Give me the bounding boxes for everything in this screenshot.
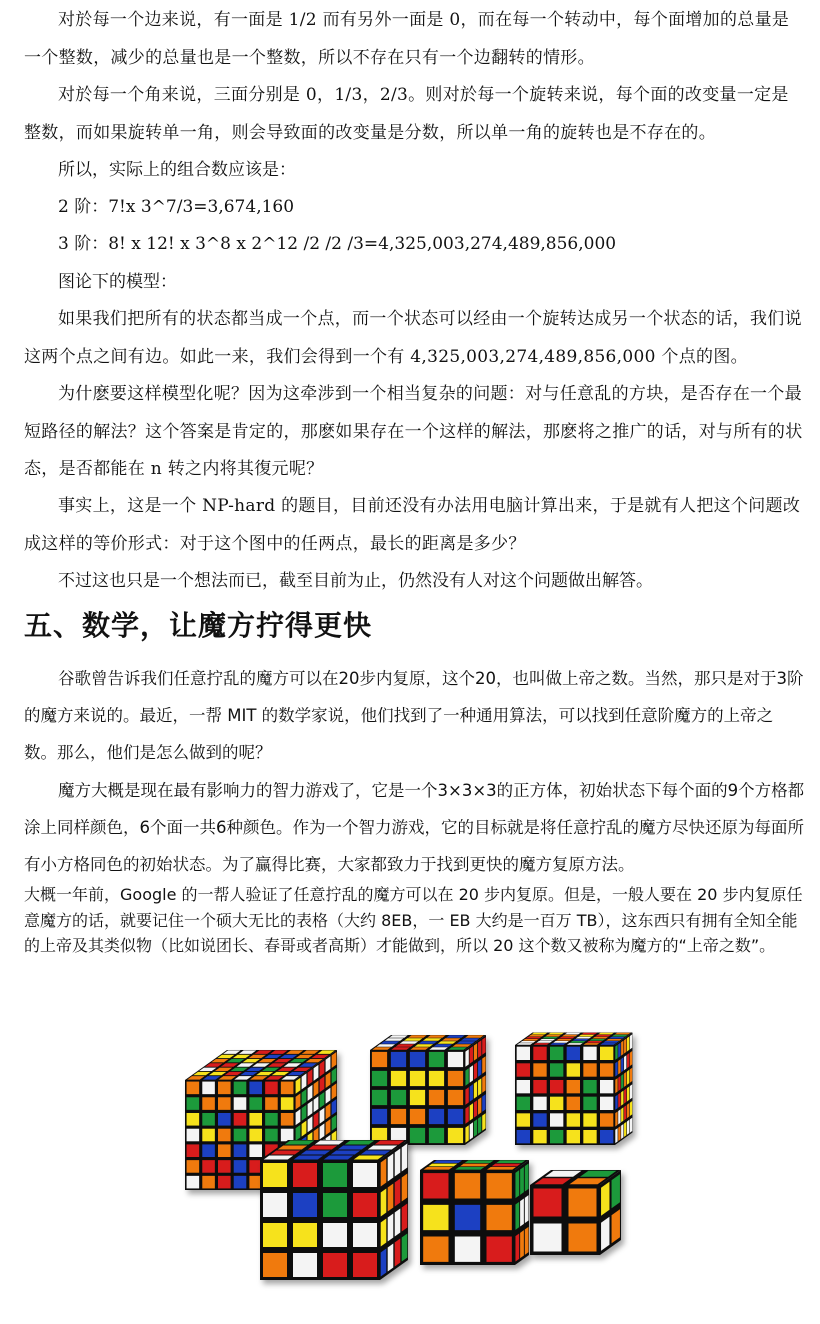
- section-title: 五、数学，让魔方拧得更快: [24, 609, 373, 642]
- paragraph-google-20-moves: 大概一年前，Google 的一帮人验证了任意拧乱的魔方可以在 20 步内复原。但是，一般人要在 20 步内复原任意魔方的话，就要记住一个硕大无比的表格（大约 8EB，一 EB 大约是一百万 TB），这东西只有拥有全知全能的上帝及其类似物（比如说团长、春哥或者高斯）才能做到，所以 20 这个数又被称为魔方的“上帝之数”。: [24, 885, 803, 955]
- paragraph-corner-parity: 对於每一个角来说，三面分别是 0，1/3，2/3。则对於每一个旋转来说，每个面的改变量一定是整数，而如果旋转单一角，则会导致面的改变量是分数，所以单一角的旋转也是不存在的。: [24, 85, 789, 143]
- cube-2x2: [530, 1170, 621, 1255]
- paragraph-edge-parity: 对於每一个边来说，有一面是 1/2 而有另外一面是 0，而在每一个转动中，每个面增加的总量是一个整数，减少的总量也是一个整数，所以不存在只有一个边翻转的情形。: [24, 10, 790, 68]
- paragraph-gods-number: 谷歌曾告诉我们任意拧乱的魔方可以在20步内复原，这个20，也叫做上帝之数。当然，那只是对于3阶的魔方来说的。最近，一帮 MIT 的数学家说，他们找到了一种通用算法，可以找到任意阶魔方的上帝之数。那么，他们是怎么做到的呢？: [24, 669, 804, 762]
- formula-2x2: 2 阶：7!x 3^7/3=3,674,160: [58, 197, 295, 217]
- cube-3x3: [420, 1160, 529, 1265]
- cube-6x6: [515, 1033, 633, 1146]
- paragraph-why-model: 为什麽要这样模型化呢？因为这牵涉到一个相当复杂的问题：对与任意乱的方块，是否存在一个最短路径的解法？这个答案是肯定的，那麽如果存在一个这样的解法，那麽将之推广的话，对与所有的状态，是否都能在 n 转之内将其復元呢？: [24, 384, 803, 479]
- paragraph-combination-intro: 所以，实际上的组合数应该是：: [58, 160, 296, 180]
- rubiks-cubes-photo: [170, 1010, 650, 1310]
- paragraph-no-answer: 不过这也只是一个想法而已，截至目前为止，仍然没有人对这个问题做出解答。: [58, 571, 653, 591]
- formula-3x3: 3 阶：8! x 12! x 3^8 x 2^12 /2 /2 /3=4,325,003,274,489,856,000: [58, 234, 617, 254]
- cube-5x5: [370, 1035, 486, 1145]
- graph-model-heading: 图论下的模型：: [58, 272, 177, 292]
- paragraph-np-hard: 事实上，这是一个 NP-hard 的题目，目前还没有办法用电脑计算出来，于是就有人把这个问题改成这样的等价形式：对于这个图中的任两点，最长的距离是多少？: [24, 496, 801, 554]
- cube-4x4: [260, 1140, 408, 1280]
- paragraph-cube-intro: 魔方大概是现在最有影响力的智力游戏了，它是一个3×3×3的正方体，初始状态下每个面的9个方格都涂上同样颜色，6个面一共6种颜色。作为一个智力游戏，它的目标就是将任意拧乱的魔方尽快还原为每面所有小方格同色的初始状态。为了赢得比赛，大家都致力于找到更快的魔方复原方法。: [24, 781, 805, 874]
- paragraph-graph-model: 如果我们把所有的状态都当成一个点，而一个状态可以经由一个旋转达成另一个状态的话，我们说这两个点之间有边。如此一来，我们会得到一个有 4,325,003,274,489,856,000 个点的图。: [24, 309, 802, 367]
